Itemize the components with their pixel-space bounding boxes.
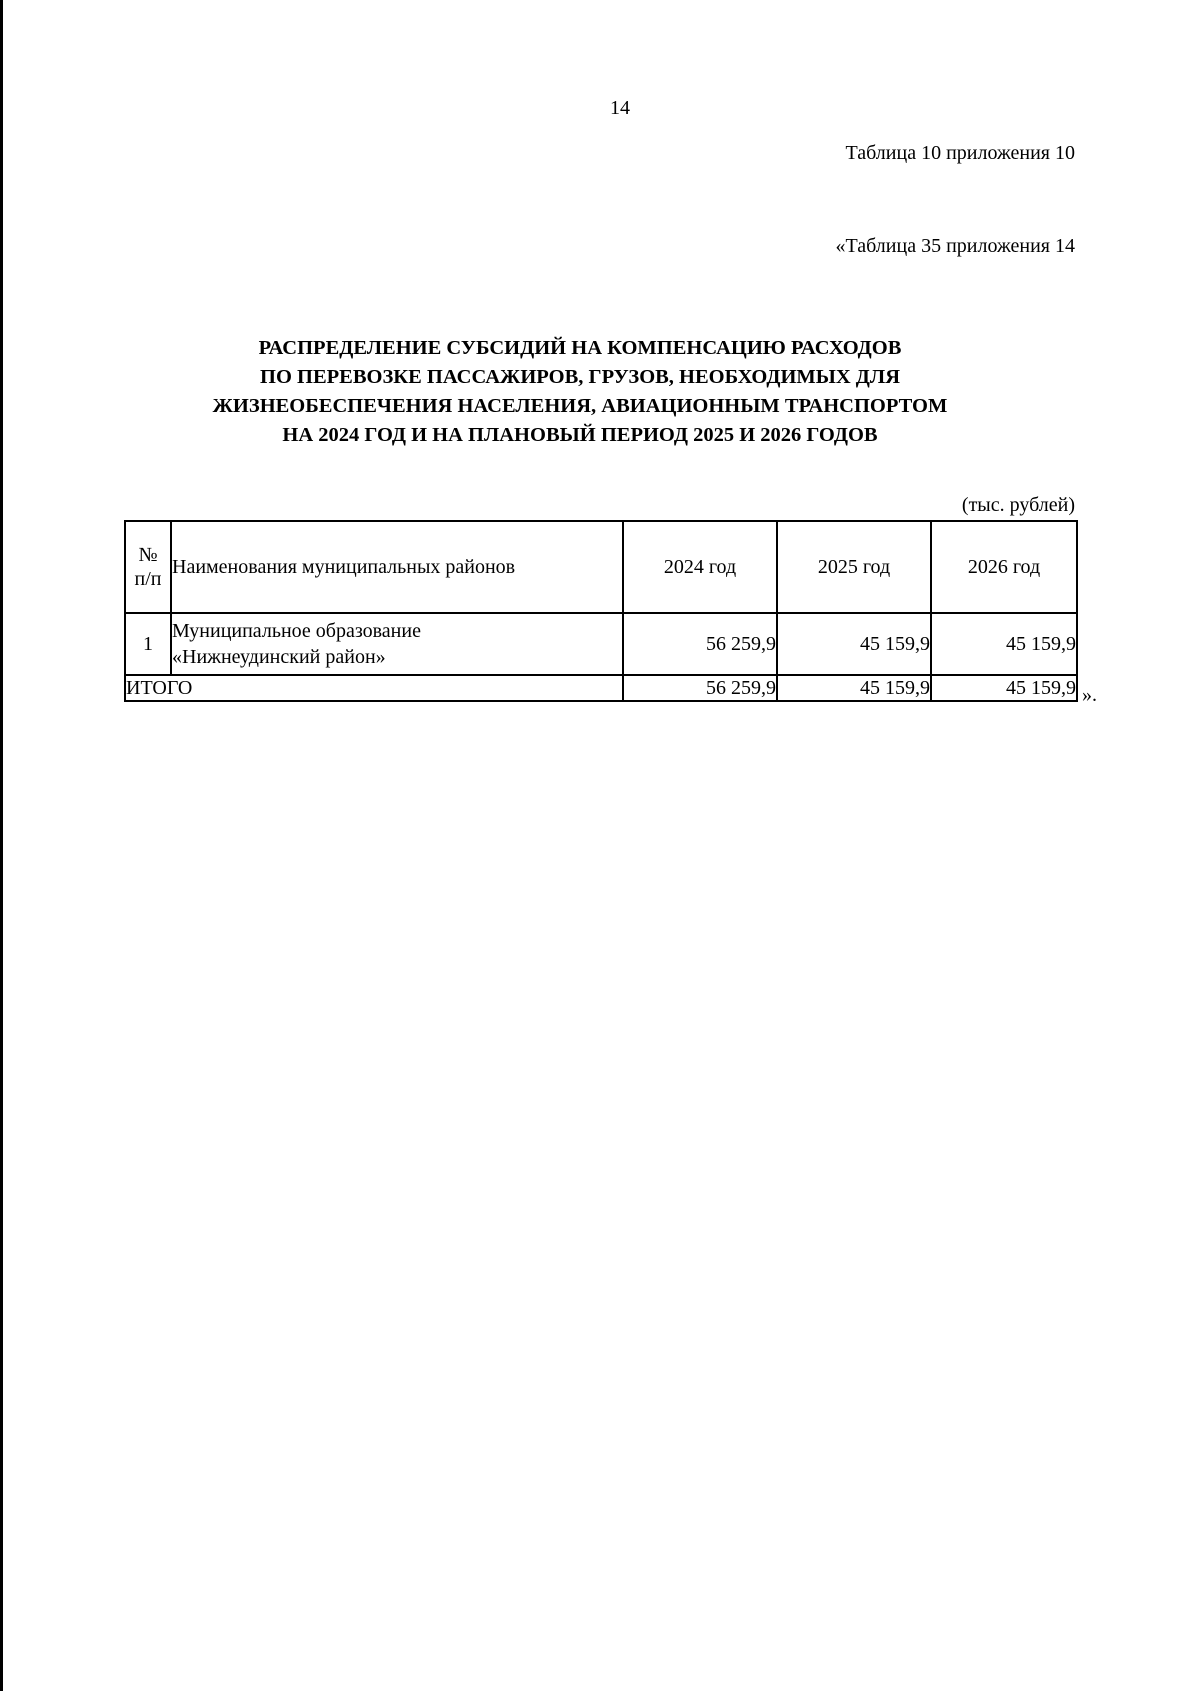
total-label: ИТОГО bbox=[125, 675, 623, 701]
row-district-name-line-1: Муниципальное образование bbox=[172, 620, 421, 642]
inserted-table-reference: «Таблица 35 приложения 14 bbox=[835, 235, 1075, 257]
row-district-name bbox=[171, 613, 623, 675]
closing-quote-mark: ». bbox=[1082, 684, 1097, 706]
row-value-2026: 45 159,9 bbox=[931, 613, 1077, 675]
units-label: (тыс. рублей) bbox=[961, 494, 1075, 516]
table-row bbox=[125, 613, 1077, 675]
document-title bbox=[140, 334, 1020, 450]
page-number: 14 bbox=[610, 97, 630, 119]
scan-left-edge bbox=[0, 0, 3, 1691]
total-value-2024: 56 259,9 bbox=[623, 675, 777, 701]
row-value-2025: 45 159,9 bbox=[777, 613, 931, 675]
header-number-abbr: п/п bbox=[134, 568, 162, 590]
table-reference: Таблица 10 приложения 10 bbox=[845, 142, 1075, 164]
header-2026: 2026 год bbox=[931, 521, 1077, 613]
header-2024: 2024 год bbox=[623, 521, 777, 613]
title-line-3: ЖИЗНЕОБЕСПЕЧЕНИЯ НАСЕЛЕНИЯ, АВИАЦИОННЫМ ТРАНСПОРТОМ bbox=[212, 395, 948, 417]
subsidy-table bbox=[124, 520, 1078, 702]
header-district-name: Наименования муниципальных районов bbox=[171, 521, 623, 613]
row-value-2024: 56 259,9 bbox=[623, 613, 777, 675]
total-value-2026: 45 159,9 bbox=[931, 675, 1077, 701]
total-row bbox=[125, 675, 1077, 701]
header-number-symbol: № bbox=[138, 544, 158, 566]
header-2025: 2025 год bbox=[777, 521, 931, 613]
title-line-4: НА 2024 ГОД И НА ПЛАНОВЫЙ ПЕРИОД 2025 И 2026 ГОДОВ bbox=[282, 424, 878, 446]
total-value-2025: 45 159,9 bbox=[777, 675, 931, 701]
header-number bbox=[125, 521, 171, 613]
row-number: 1 bbox=[125, 613, 171, 675]
table-header-row bbox=[125, 521, 1077, 613]
title-line-2: ПО ПЕРЕВОЗКЕ ПАССАЖИРОВ, ГРУЗОВ, НЕОБХОДИМЫХ ДЛЯ bbox=[260, 366, 900, 388]
row-district-name-line-2: «Нижнеудинский район» bbox=[172, 646, 386, 668]
title-line-1: РАСПРЕДЕЛЕНИЕ СУБСИДИЙ НА КОМПЕНСАЦИЮ РАСХОДОВ bbox=[258, 337, 902, 359]
